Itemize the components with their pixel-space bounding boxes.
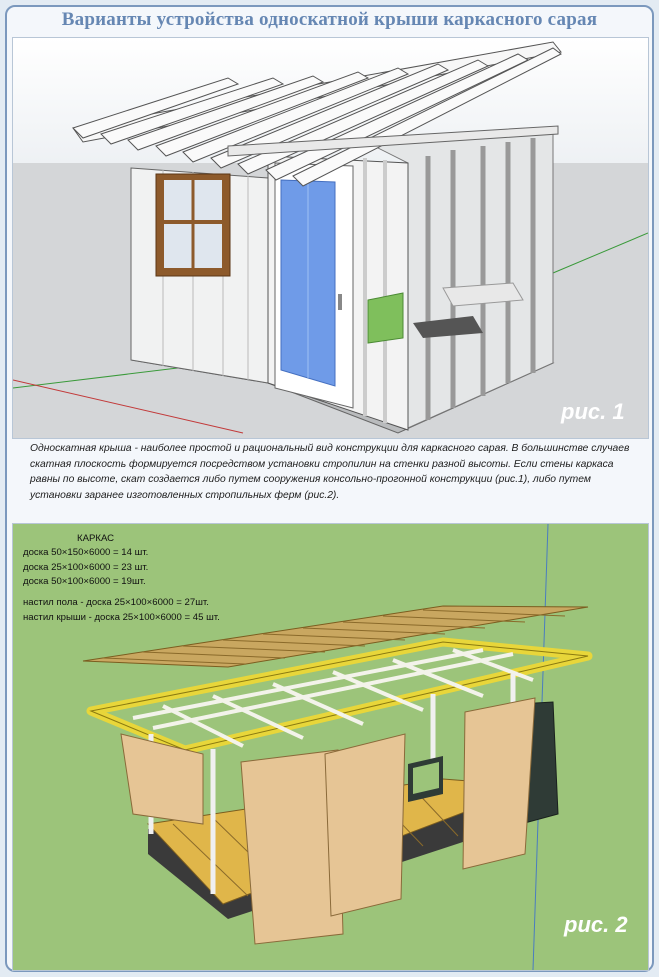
spec-line: настил крыши - доска 25×100×6000 = 45 шт. [23,611,220,623]
page-title: Варианты устройства односкатной крыши каркасного сарая [61,9,598,30]
figure-2-label: рис. 2 [564,912,628,937]
spec-list-2 [23,596,220,625]
spec-line: настил пола - доска 25×100×6000 = 27шт. [23,597,209,608]
shed-frame-illustration [13,38,648,438]
spec-line: доска 25×100×6000 = 23 шт. [23,561,149,573]
figure-1 [12,37,649,439]
spec-line: доска 50×100×6000 = 19шт. [23,576,146,587]
spec-title: КАРКАС [77,533,115,544]
figure-2 [12,523,649,971]
spec-line: доска 50×150×6000 = 14 шт. [23,547,149,558]
spec-list [23,546,148,590]
description-text: Односкатная крыша - наиболее простой и рациональный вид конструкции для каркасного сарая. В большинстве случаев скатная плоскость формируется посредством установки стропилин на стенки разной высоты. Если стены каркаса равны по высоте, скат создается либо путем сооружения консольно-прогонной конструкции (рис.1), либо путем установки заранее изготовленных стропильных ферм (рис.2). [30,443,630,501]
shed-truss-illustration [13,524,648,970]
figure-1-label: рис. 1 [561,399,625,424]
